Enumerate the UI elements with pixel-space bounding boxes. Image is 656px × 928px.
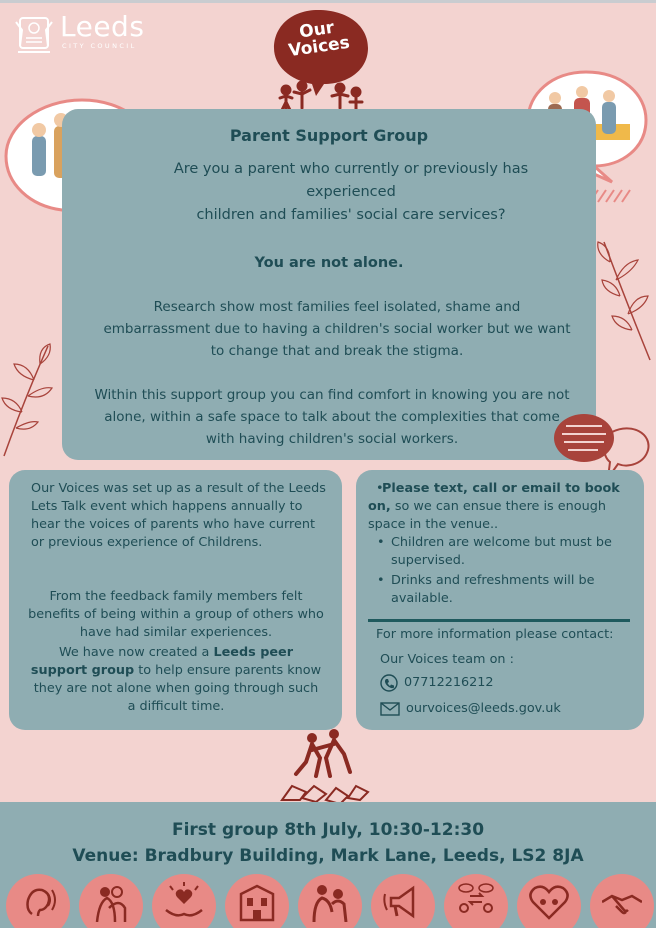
within-group-paragraph: Within this support group you can find comfort in knowing you are not alone, within a safe space to talk about the complexities that come with having children's social workers.: [94, 387, 570, 447]
booking-instruction-rest: so we can ensue there is enough space in the venue..: [368, 499, 606, 532]
booking-instruction: [368, 480, 640, 534]
support-people-icon: [298, 874, 362, 928]
crest-icon: [12, 12, 56, 56]
building-icon: [225, 874, 289, 928]
about-paragraph-3-start: We have now created a: [58, 645, 214, 660]
phone-contact[interactable]: [380, 674, 494, 692]
team-label: Our Voices team on :: [380, 652, 514, 667]
about-paragraph-1: Our Voices was set up as a result of the Leeds Lets Talk event which happens annually to hear the voices of parents who have current or previous experience of Childrens.: [31, 481, 326, 550]
leeds-council-logo: [12, 12, 144, 56]
about-paragraph-3-end: to help ensure parents know they are not alone when going through such a difficult time.: [33, 663, 322, 714]
booking-instruction-bold: Please text, call or email to book on,: [368, 481, 620, 514]
email-address: ourvoices@leeds.gov.uk: [406, 701, 561, 716]
teamwork-figures-decoration: [272, 728, 376, 802]
list-item: • Drinks and refreshments will be available.: [374, 572, 634, 608]
about-paragraph-2: From the feedback family members felt benefits of being within a group of others who have had similar experiences.: [28, 589, 324, 640]
intro-line-2: children and families' social care services?: [196, 207, 506, 223]
list-item: • Children are welcome but must be supervised.: [374, 534, 634, 570]
peer-group-highlight: Leeds peer support group: [30, 645, 294, 678]
divider: [368, 619, 630, 622]
about-panel: [9, 470, 342, 730]
event-date-time: First group 8th July, 10:30-12:30: [171, 820, 485, 840]
listening-ear-icon: [6, 874, 70, 928]
booking-notes-list: [374, 534, 634, 610]
council-subtitle: CITY COUNCIL: [62, 42, 137, 50]
leaf-branch-decoration-right: [594, 236, 654, 366]
event-venue: Venue: Bradbury Building, Mark Lane, Leeds, LS2 8JA: [72, 846, 584, 866]
megaphone-icon: [371, 874, 435, 928]
page-title: Parent Support Group: [229, 126, 429, 145]
email-contact[interactable]: [380, 700, 561, 718]
heart-hands-icon: [152, 874, 216, 928]
hug-icon: [79, 874, 143, 928]
more-info-label: For more information please contact:: [376, 627, 614, 642]
exchange-people-icon: [444, 874, 508, 928]
not-alone-heading: You are not alone.: [254, 255, 404, 271]
top-border: [0, 0, 656, 3]
envelope-icon: [380, 701, 400, 717]
footer-icon-row: [6, 874, 654, 928]
phone-icon: [380, 674, 398, 692]
bullet-dot: •: [376, 481, 384, 496]
leaf-branch-decoration-left: [0, 340, 62, 460]
council-name: Leeds: [60, 10, 145, 43]
handshake-icon: [590, 874, 654, 928]
main-info-panel: [62, 109, 596, 460]
intro-question: [157, 158, 545, 227]
about-paragraph-3: [29, 644, 323, 716]
heart-group-icon: [517, 874, 581, 928]
research-paragraph: Research show most families feel isolated, shame and embarrassment due to having a children's social worker but we want to change that and break the stigma.: [103, 299, 571, 359]
footer-banner: [0, 802, 656, 928]
booking-panel: [356, 470, 644, 730]
intro-line-1: Are you a parent who currently or previously has experienced: [173, 161, 529, 200]
our-voices-logo: [268, 6, 380, 114]
our-voices-wordmark: Our Voices: [287, 17, 351, 62]
phone-number: 07712216212: [404, 675, 494, 690]
